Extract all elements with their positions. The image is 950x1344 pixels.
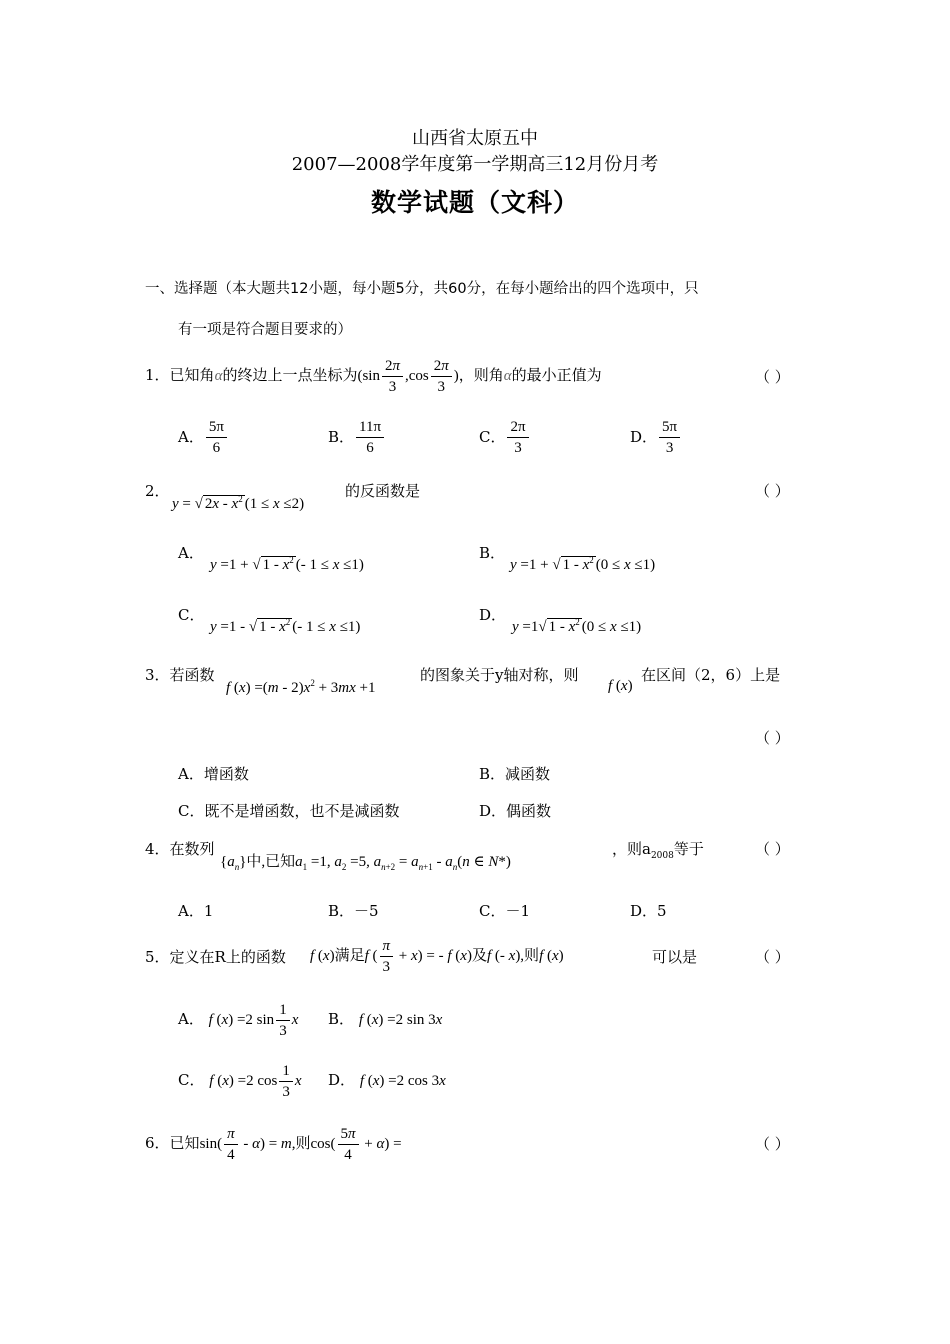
q4-option-a[interactable]: A．1 <box>178 902 214 920</box>
question-4: 4．在数列 <box>145 840 215 858</box>
q1-option-c[interactable]: C． $\frac{2\pi}{3}$ <box>479 414 531 460</box>
q2-option-d-expr: y =1√ $1 - x^2$ (0 ≤ x ≤1) <box>512 617 642 635</box>
question-number: 1． <box>145 366 170 384</box>
question-2 <box>145 480 170 501</box>
q1-option-b[interactable]: B． $\frac{11\pi}{6}$ <box>328 414 386 460</box>
q3-option-d[interactable]: D．偶函数 <box>479 802 552 820</box>
function-expression: y = √ $2x - x^2$ (1 ≤ x ≤2) <box>172 494 305 512</box>
q5-option-a[interactable]: A． f (x) =2 sin $\frac{1}{3}$ x <box>178 1001 299 1039</box>
answer-paren[interactable]: （ ） <box>755 1135 790 1153</box>
page-title: 数学试题（文科） <box>370 188 579 217</box>
q2-option-c[interactable]: C． <box>178 606 205 624</box>
q4-option-b[interactable]: B．－5 <box>328 902 379 920</box>
q5-option-d[interactable]: D． f (x) =2 cos 3x <box>328 1071 446 1089</box>
question-number: 3． <box>145 666 170 684</box>
question-1: 1．已知角α的终边上一点坐标为(sin $\frac{2\pi}{3}$ ,cos $\frac{2\pi}{3}$ )，则角α的最小正值为 <box>145 357 602 395</box>
answer-paren[interactable]: （ ） <box>755 729 790 747</box>
question-number: 4． <box>145 840 170 858</box>
q1-option-d[interactable]: D． $\frac{5\pi}{3}$ <box>630 414 682 460</box>
q2-option-a-expr: y =1 + √ $1 - x^2$ (- 1 ≤ x ≤1) <box>210 555 364 573</box>
q2-option-b-expr: y =1 + √ $1 - x^2$ (0 ≤ x ≤1) <box>510 555 656 573</box>
answer-paren[interactable]: （ ） <box>755 368 790 386</box>
function-expression: f $(x) =(m - 2)x^2 + 3mx +1$ <box>226 678 376 696</box>
q3-option-a[interactable]: A．增函数 <box>178 765 249 783</box>
answer-paren[interactable]: （ ） <box>755 948 790 966</box>
sequence-expression: $\{a_n\}$中,已知$a_1 =1$, $a_2 =5$, $a_{n+2} = a_{n+1} - a_n(n$ ∈ N*) <box>220 854 511 872</box>
q2-option-b[interactable]: B． <box>479 544 506 562</box>
q1-option-a[interactable]: A． $\frac{5\pi}{6}$ <box>178 414 229 460</box>
coordinate-expression: (sin $\frac{2\pi}{3}$ ,cos $\frac{2\pi}{3}$ ) <box>357 357 459 395</box>
q2-option-a[interactable]: A． <box>178 544 204 562</box>
answer-paren[interactable]: （ ） <box>755 482 790 500</box>
q3-option-c[interactable]: C．既不是增函数，也不是减函数 <box>178 802 400 820</box>
q4-option-c[interactable]: C．－1 <box>479 902 531 920</box>
q4-option-d[interactable]: D．5 <box>630 902 667 920</box>
exam-term: 2007—2008学年度第一学期高三12月份月考 <box>291 154 659 175</box>
question-5: 5．定义在R上的函数 <box>145 948 286 966</box>
condition-expression: f (x)满足f ( $\frac{\pi}{3}$ + x) = - f (x)及f (- x),则f (x) <box>310 937 564 975</box>
section-heading: 一、选择题（本大题共12小题，每小题5分，共60分，在每小题给出的四个选项中，只 <box>145 281 699 297</box>
q3-option-b[interactable]: B．减函数 <box>479 765 551 783</box>
q2-option-d[interactable]: D． <box>479 606 507 624</box>
question-number: 2． <box>145 482 170 500</box>
question-3: 3．若函数 <box>145 666 215 684</box>
q5-option-b[interactable]: B． f (x) =2 sin 3x <box>328 1010 443 1028</box>
school-name: 山西省太原五中 <box>412 128 538 149</box>
question-6: 6．已知sin( $\frac{\pi}{4}$ - α) = m,则cos( $\frac{5\pi}{4}$ + α) = <box>145 1125 402 1163</box>
section-heading-cont: 有一项是符合题目要求的） <box>178 322 352 338</box>
question-number: 5． <box>145 948 170 966</box>
q5-option-c[interactable]: C． f (x) =2 cos $\frac{1}{3}$ x <box>178 1062 302 1100</box>
q2-option-c-expr: y =1 - √ $1 - x^2$ (- 1 ≤ x ≤1) <box>210 617 361 635</box>
answer-paren[interactable]: （ ） <box>755 840 790 858</box>
question-number: 6． <box>145 1134 170 1152</box>
